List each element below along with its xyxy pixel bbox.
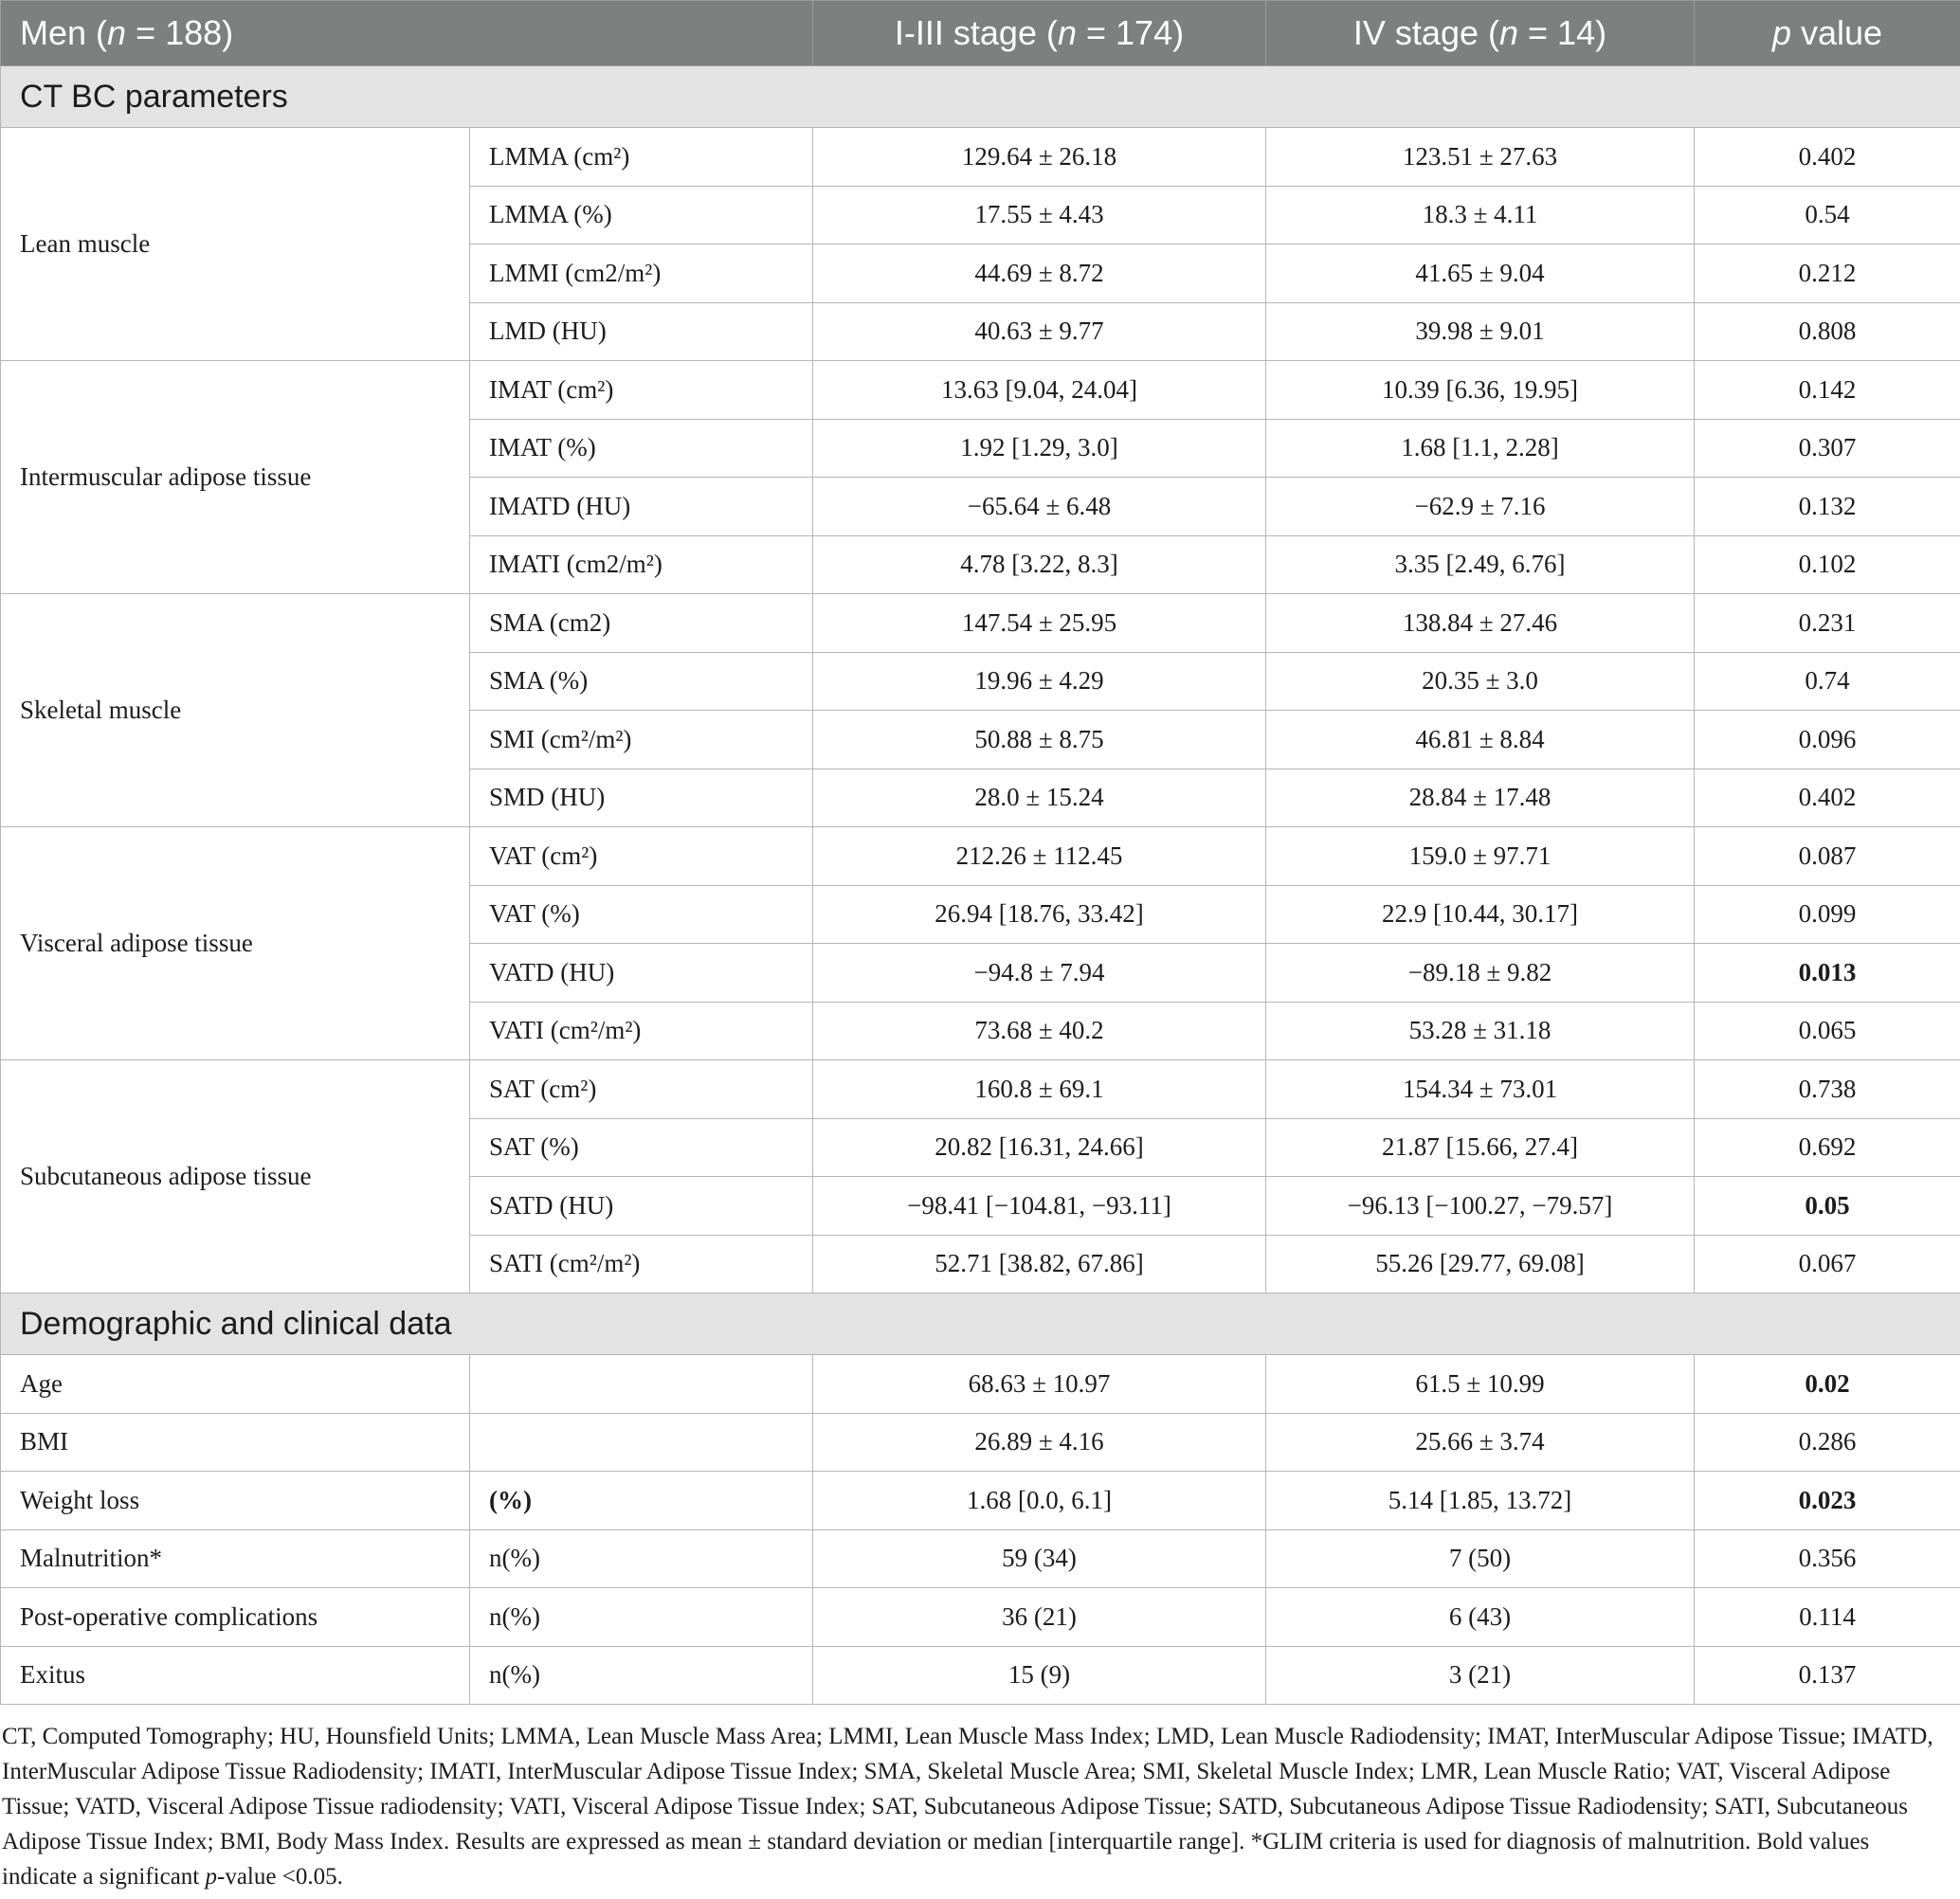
stage-i-iii-cell: 147.54 ± 25.95: [813, 594, 1266, 653]
p-value-cell: 0.096: [1695, 711, 1960, 769]
table-row: [1, 594, 1960, 653]
stage-i-iii-cell: 1.68 [0.0, 6.1]: [813, 1472, 1266, 1530]
unit-cell: n(%): [470, 1588, 813, 1647]
p-value-cell: 0.402: [1695, 128, 1960, 187]
parameter-cell: SMI (cm²/m²): [470, 711, 813, 769]
unit-cell: n(%): [470, 1646, 813, 1705]
stage-iv-cell: 41.65 ± 9.04: [1266, 244, 1695, 303]
stage-i-iii-cell: 52.71 [38.82, 67.86]: [813, 1235, 1266, 1293]
stage-iv-cell: −89.18 ± 9.82: [1266, 944, 1695, 1003]
stage-i-iii-cell: 26.89 ± 4.16: [813, 1413, 1266, 1472]
stage-i-iii-cell: 28.0 ± 15.24: [813, 769, 1266, 827]
stage-i-iii-cell: 59 (34): [813, 1529, 1266, 1588]
table-row: [1, 827, 1960, 886]
table-footnote: CT, Computed Tomography; HU, Hounsfield Units; LMMA, Lean Muscle Mass Area; LMMI, Lean Muscle Mass Index; LMD, Lean Muscle Radiodensity; IMAT, InterMuscular Adipose Tissue; IMATD, InterMuscular Adipose Tissue Radiodensity; IMATI, InterMuscular Adipose Tissue Index; SMA, Skeletal Muscle Area; SMI, Skeletal Muscle Index; LMR, Lean Muscle Ratio; VAT, Visceral Adipose Tissue; VATD, Visceral Adipose Tissue radiodensity; VATI, Visceral Adipose Tissue Index; SAT, Subcutaneous Adipose Tissue; SATD, Subcutaneous Adipose Tissue Radiodensity; SATI, Subcutaneous Adipose Tissue Index; BMI, Body Mass Index. Results are expressed as mean ± standard deviation or median [interquartile range]. *GLIM criteria is used for diagnosis of malnutrition. Bold values indicate a significant p-value <0.05.: [2, 1724, 1933, 1890]
parameter-cell: VAT (cm²): [470, 827, 813, 886]
header-stage-i-iii: I-III stage (n = 174): [813, 1, 1266, 66]
unit-cell: [470, 1413, 813, 1472]
p-value-cell: 0.212: [1695, 244, 1960, 303]
p-value-cell: 0.402: [1695, 769, 1960, 827]
parameter-cell: SMD (HU): [470, 769, 813, 827]
parameter-cell: LMMA (cm²): [470, 128, 813, 187]
section-title: Demographic and clinical data: [1, 1293, 1960, 1355]
p-value-cell: 0.02: [1695, 1355, 1960, 1414]
stage-iv-cell: 6 (43): [1266, 1588, 1695, 1647]
table-header: [1, 1, 1960, 66]
stage-iv-cell: 138.84 ± 27.46: [1266, 594, 1695, 653]
stage-i-iii-cell: 19.96 ± 4.29: [813, 652, 1266, 711]
parameter-cell: SMA (cm2): [470, 594, 813, 653]
p-value-cell: 0.356: [1695, 1529, 1960, 1588]
group-label: Visceral adipose tissue: [1, 827, 470, 1060]
stage-iv-cell: 18.3 ± 4.11: [1266, 186, 1695, 244]
p-value-cell: 0.74: [1695, 652, 1960, 711]
stage-iv-cell: 39.98 ± 9.01: [1266, 302, 1695, 361]
stage-iv-cell: 21.87 [15.66, 27.4]: [1266, 1118, 1695, 1177]
p-value-cell: 0.286: [1695, 1413, 1960, 1472]
group-label: Skeletal muscle: [1, 594, 470, 827]
table-row: [1, 1060, 1960, 1119]
parameter-cell: VATI (cm²/m²): [470, 1002, 813, 1060]
p-value-cell: 0.231: [1695, 594, 1960, 653]
parameter-cell: LMD (HU): [470, 302, 813, 361]
table-row: [1, 1355, 1960, 1414]
stage-i-iii-cell: 13.63 [9.04, 24.04]: [813, 361, 1266, 420]
p-value-cell: 0.013: [1695, 944, 1960, 1003]
stage-i-iii-cell: 26.94 [18.76, 33.42]: [813, 885, 1266, 944]
stage-i-iii-cell: 160.8 ± 69.1: [813, 1060, 1266, 1119]
stage-iv-cell: 1.68 [1.1, 2.28]: [1266, 419, 1695, 478]
header-men: Men (n = 188): [1, 1, 813, 66]
p-value-cell: 0.808: [1695, 302, 1960, 361]
parameter-cell: SMA (%): [470, 652, 813, 711]
table-row: [1, 128, 1960, 187]
p-value-cell: 0.738: [1695, 1060, 1960, 1119]
group-label: Lean muscle: [1, 128, 470, 361]
section-demographic-clinical: [1, 1293, 1960, 1355]
table-row: [1, 1413, 1960, 1472]
parameter-cell: LMMA (%): [470, 186, 813, 244]
stage-iv-cell: 25.66 ± 3.74: [1266, 1413, 1695, 1472]
table-row: [1, 1588, 1960, 1647]
parameter-cell: SAT (cm²): [470, 1060, 813, 1119]
parameter-cell: IMATI (cm2/m²): [470, 535, 813, 594]
p-value-cell: 0.114: [1695, 1588, 1960, 1647]
table-body: [1, 66, 1960, 1705]
p-value-cell: 0.54: [1695, 186, 1960, 244]
row-label: BMI: [1, 1413, 470, 1472]
stage-iv-cell: 123.51 ± 27.63: [1266, 128, 1695, 187]
row-label: Exitus: [1, 1646, 470, 1705]
p-value-cell: 0.065: [1695, 1002, 1960, 1060]
stage-i-iii-cell: 68.63 ± 10.97: [813, 1355, 1266, 1414]
parameter-cell: SATI (cm²/m²): [470, 1235, 813, 1293]
parameter-cell: SAT (%): [470, 1118, 813, 1177]
row-label: Weight loss: [1, 1472, 470, 1530]
table-row: [1, 1646, 1960, 1705]
stage-i-iii-cell: 4.78 [3.22, 8.3]: [813, 535, 1266, 594]
stage-i-iii-cell: 129.64 ± 26.18: [813, 128, 1266, 187]
stage-i-iii-cell: 15 (9): [813, 1646, 1266, 1705]
unit-cell: (%): [470, 1472, 813, 1530]
row-label: Malnutrition*: [1, 1529, 470, 1588]
stage-i-iii-cell: 1.92 [1.29, 3.0]: [813, 419, 1266, 478]
stage-iv-cell: 5.14 [1.85, 13.72]: [1266, 1472, 1695, 1530]
p-value-cell: 0.023: [1695, 1472, 1960, 1530]
table-row: [1, 1472, 1960, 1530]
p-value-cell: 0.692: [1695, 1118, 1960, 1177]
p-value-cell: 0.137: [1695, 1646, 1960, 1705]
stage-iv-cell: −96.13 [−100.27, −79.57]: [1266, 1177, 1695, 1236]
parameter-cell: IMATD (HU): [470, 478, 813, 536]
unit-cell: [470, 1355, 813, 1414]
group-label: Intermuscular adipose tissue: [1, 361, 470, 594]
p-value-cell: 0.102: [1695, 535, 1960, 594]
stage-iv-cell: 28.84 ± 17.48: [1266, 769, 1695, 827]
parameter-cell: IMAT (%): [470, 419, 813, 478]
stage-iv-cell: 55.26 [29.77, 69.08]: [1266, 1235, 1695, 1293]
stage-i-iii-cell: 40.63 ± 9.77: [813, 302, 1266, 361]
stage-iv-cell: 53.28 ± 31.18: [1266, 1002, 1695, 1060]
stage-i-iii-cell: 50.88 ± 8.75: [813, 711, 1266, 769]
stage-iv-cell: 22.9 [10.44, 30.17]: [1266, 885, 1695, 944]
parameter-cell: IMAT (cm²): [470, 361, 813, 420]
stage-i-iii-cell: −98.41 [−104.81, −93.11]: [813, 1177, 1266, 1236]
p-value-cell: 0.132: [1695, 478, 1960, 536]
stage-i-iii-cell: 17.55 ± 4.43: [813, 186, 1266, 244]
header-p-value: p value: [1695, 1, 1960, 66]
stage-i-iii-cell: 36 (21): [813, 1588, 1266, 1647]
parameter-cell: SATD (HU): [470, 1177, 813, 1236]
parameter-cell: VATD (HU): [470, 944, 813, 1003]
stage-iv-cell: 10.39 [6.36, 19.95]: [1266, 361, 1695, 420]
parameter-cell: LMMI (cm2/m²): [470, 244, 813, 303]
stage-iv-cell: 159.0 ± 97.71: [1266, 827, 1695, 886]
stage-iv-cell: 3 (21): [1266, 1646, 1695, 1705]
section-title: CT BC parameters: [1, 66, 1960, 128]
group-label: Subcutaneous adipose tissue: [1, 1060, 470, 1293]
stage-i-iii-cell: 44.69 ± 8.72: [813, 244, 1266, 303]
unit-cell: n(%): [470, 1529, 813, 1588]
p-value-cell: 0.05: [1695, 1177, 1960, 1236]
header-stage-iv: IV stage (n = 14): [1266, 1, 1695, 66]
p-value-cell: 0.307: [1695, 419, 1960, 478]
row-label: Age: [1, 1355, 470, 1414]
stage-iv-cell: 20.35 ± 3.0: [1266, 652, 1695, 711]
stage-iv-cell: 3.35 [2.49, 6.76]: [1266, 535, 1695, 594]
table-row: [1, 1529, 1960, 1588]
stage-iv-cell: 154.34 ± 73.01: [1266, 1060, 1695, 1119]
p-value-cell: 0.087: [1695, 827, 1960, 886]
row-label: Post-operative complications: [1, 1588, 470, 1647]
stage-iv-cell: 7 (50): [1266, 1529, 1695, 1588]
stage-i-iii-cell: 73.68 ± 40.2: [813, 1002, 1266, 1060]
stage-i-iii-cell: −65.64 ± 6.48: [813, 478, 1266, 536]
stage-i-iii-cell: 212.26 ± 112.45: [813, 827, 1266, 886]
p-value-cell: 0.099: [1695, 885, 1960, 944]
stage-iv-cell: 61.5 ± 10.99: [1266, 1355, 1695, 1414]
table-row: [1, 361, 1960, 420]
section-ct-parameters: [1, 66, 1960, 128]
p-value-cell: 0.142: [1695, 361, 1960, 420]
p-value-cell: 0.067: [1695, 1235, 1960, 1293]
stage-iv-cell: −62.9 ± 7.16: [1266, 478, 1695, 536]
stage-i-iii-cell: −94.8 ± 7.94: [813, 944, 1266, 1003]
stage-i-iii-cell: 20.82 [16.31, 24.66]: [813, 1118, 1266, 1177]
parameter-cell: VAT (%): [470, 885, 813, 944]
stage-iv-cell: 46.81 ± 8.84: [1266, 711, 1695, 769]
